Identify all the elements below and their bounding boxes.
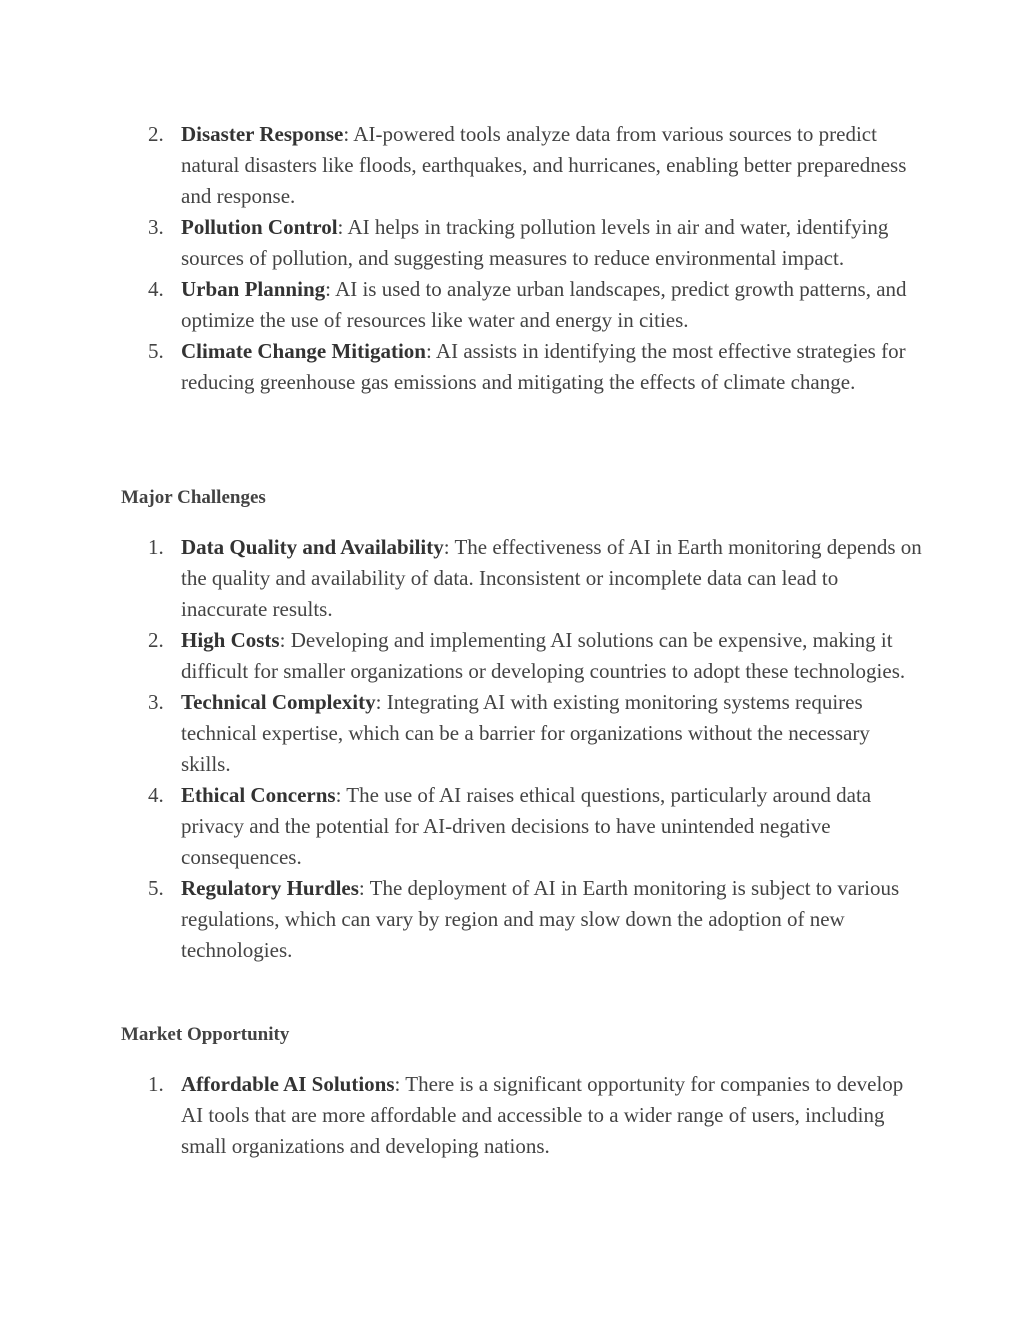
challenges-list xyxy=(122,532,922,966)
list-number: 3. xyxy=(148,690,164,714)
list-number: 2. xyxy=(148,122,164,146)
section-heading-major-challenges: Major Challenges xyxy=(121,487,266,508)
list-item-text: : Integrating AI with existing monitoring systems requires technical expertise, which can be a barrier for organizations without the necessary skills. xyxy=(181,690,870,776)
list-item-term: Urban Planning xyxy=(181,277,326,301)
list-item-term: High Costs xyxy=(181,628,280,652)
list-item-text: : AI assists in identifying the most effective strategies for reducing greenhouse gas emissions and mitigating the effects of climate change. xyxy=(181,339,906,394)
list-item-term: Regulatory Hurdles xyxy=(181,876,359,900)
list-item-term: Disaster Response xyxy=(181,122,344,146)
list-item xyxy=(122,119,922,212)
list-item xyxy=(122,336,922,398)
list-number: 5. xyxy=(148,339,164,363)
opportunity-list xyxy=(122,1069,922,1162)
list-item-text: : The deployment of AI in Earth monitoring is subject to various regulations, which can vary by region and may slow down the adoption of new technologies. xyxy=(181,876,900,962)
list-item-text: : AI helps in tracking pollution levels in air and water, identifying sources of pollution, and suggesting measures to reduce environmental impact. xyxy=(181,215,889,270)
list-item-text: : AI is used to analyze urban landscapes, predict growth patterns, and optimize the use of resources like water and energy in cities. xyxy=(181,277,907,332)
list-item xyxy=(122,1069,922,1162)
list-number: 1. xyxy=(148,535,164,559)
list-item xyxy=(122,873,922,966)
list-item xyxy=(122,274,922,336)
list-item-term: Ethical Concerns xyxy=(181,783,336,807)
list-item-text: : There is a significant opportunity for companies to develop AI tools that are more affordable and accessible to a wider range of users, including small organizations and developing nations. xyxy=(181,1072,904,1158)
list-number: 2. xyxy=(148,628,164,652)
list-item-term: Climate Change Mitigation xyxy=(181,339,426,363)
applications-list xyxy=(122,119,922,398)
list-item xyxy=(122,780,922,873)
list-item xyxy=(122,212,922,274)
list-item xyxy=(122,532,922,625)
list-item-text: : AI-powered tools analyze data from various sources to predict natural disasters like floods, earthquakes, and hurricanes, enabling better preparedness and response. xyxy=(181,122,907,208)
list-item-text: : The effectiveness of AI in Earth monitoring depends on the quality and availability of data. Inconsistent or incomplete data can lead to inaccurate results. xyxy=(181,535,922,621)
list-item-term: Technical Complexity xyxy=(181,690,376,714)
list-item-term: Pollution Control xyxy=(181,215,338,239)
list-item-term: Data Quality and Availability xyxy=(181,535,444,559)
list-item xyxy=(122,625,922,687)
list-number: 5. xyxy=(148,876,164,900)
list-number: 1. xyxy=(148,1072,164,1096)
list-item-text: : Developing and implementing AI solutions can be expensive, making it difficult for smaller organizations or developing countries to adopt these technologies. xyxy=(181,628,906,683)
list-item-text: : The use of AI raises ethical questions, particularly around data privacy and the potential for AI-driven decisions to have unintended negative consequences. xyxy=(181,783,872,869)
list-item-term: Affordable AI Solutions xyxy=(181,1072,395,1096)
list-number: 3. xyxy=(148,215,164,239)
list-item xyxy=(122,687,922,780)
list-number: 4. xyxy=(148,277,164,301)
section-heading-market-opportunity: Market Opportunity xyxy=(121,1024,290,1045)
list-number: 4. xyxy=(148,783,164,807)
